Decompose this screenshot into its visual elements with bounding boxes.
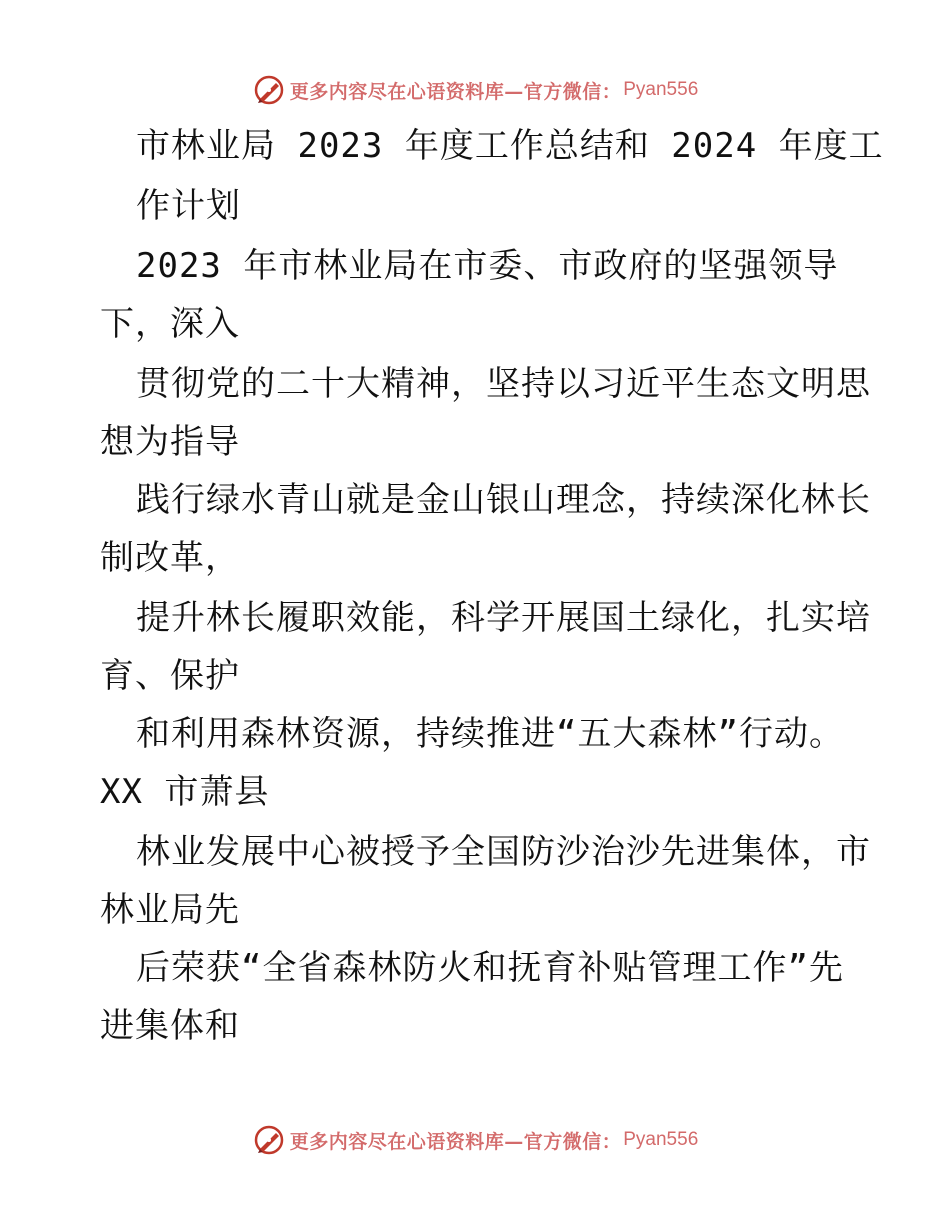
text-line: 贯彻党的二十大精神，坚持以习近平生态文明思 xyxy=(136,364,871,404)
text-line: 后荣获“全省森林防火和抚育补贴管理工作”先 xyxy=(136,948,844,988)
banner-wechat-id: Pyan556 xyxy=(623,79,699,100)
banner-wechat-id: Pyan556 xyxy=(623,1129,699,1150)
pen-logo-icon xyxy=(252,1123,286,1157)
header-banner xyxy=(0,72,950,108)
footer-banner xyxy=(0,1122,950,1158)
text-line: 进集体和 xyxy=(100,1006,240,1046)
text-line: XX 市萧县 xyxy=(100,772,270,812)
text-line: 想为指导 xyxy=(100,422,240,462)
pen-logo-icon xyxy=(252,73,286,107)
text-line: 制改革， xyxy=(100,538,240,578)
text-line: 育、保护 xyxy=(100,656,240,696)
text-line: 和利用森林资源，持续推进“五大森林”行动。 xyxy=(136,714,844,754)
banner-text: 更多内容尽在心语资料库—官方微信： xyxy=(289,80,622,103)
banner-text: 更多内容尽在心语资料库—官方微信： xyxy=(289,1130,622,1153)
title-line-1: 市林业局 2023 年度工作总结和 2024 年度工 xyxy=(136,126,884,166)
text-line: 践行绿水青山就是金山银山理念，持续深化林长 xyxy=(136,480,871,520)
text-line: 林业发展中心被授予全国防沙治沙先进集体，市 xyxy=(136,832,871,872)
text-line: 林业局先 xyxy=(100,890,240,930)
title-line-2: 作计划 xyxy=(136,186,241,226)
text-line: 2023 年市林业局在市委、市政府的坚强领导 xyxy=(136,246,839,286)
text-line: 下，深入 xyxy=(100,304,240,344)
text-line: 提升林长履职效能，科学开展国土绿化，扎实培 xyxy=(136,598,871,638)
